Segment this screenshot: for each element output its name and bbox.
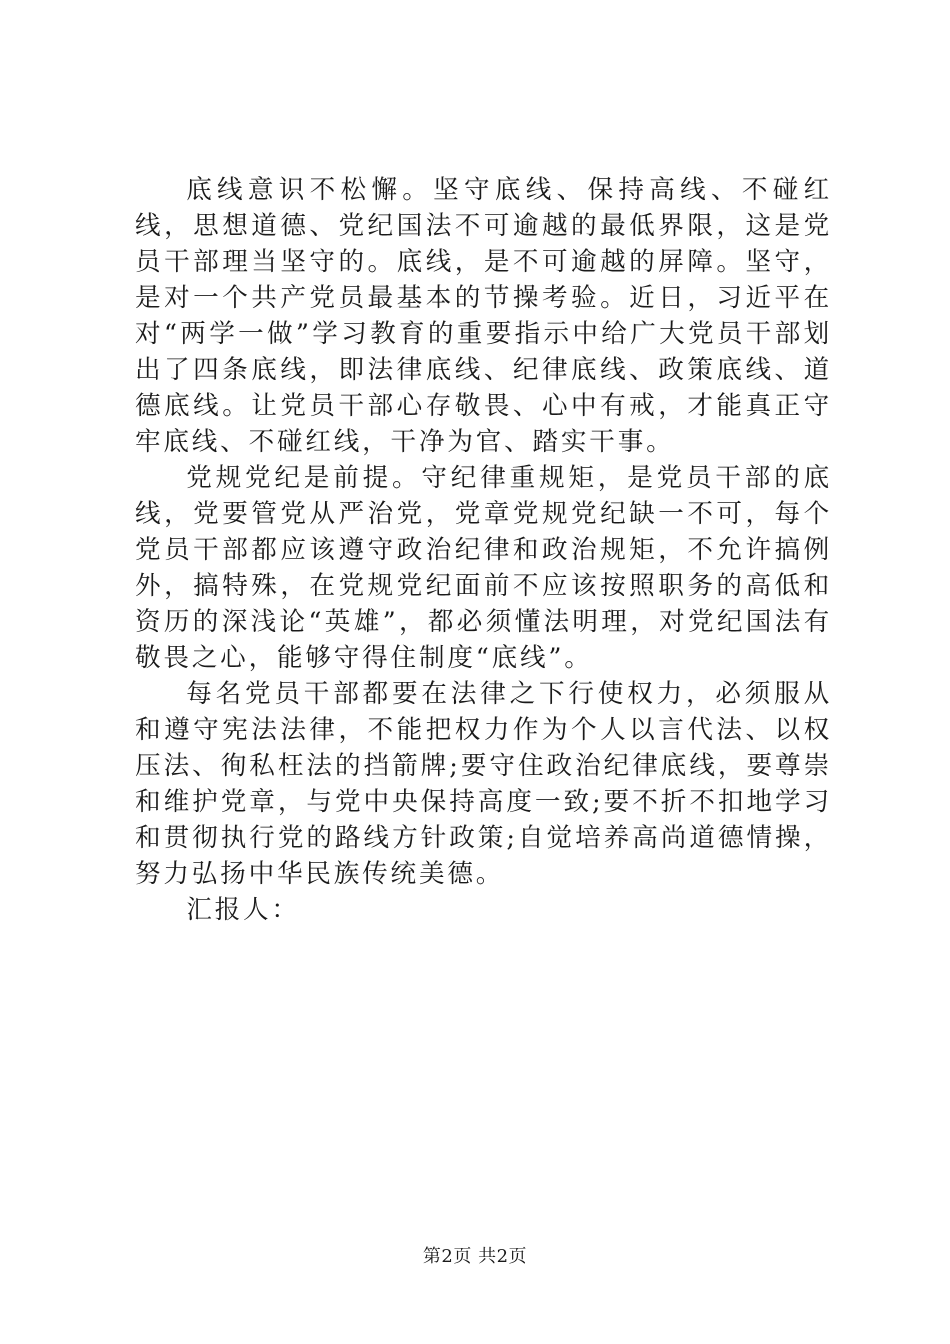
reporter-line: 汇报人： [186,895,300,925]
page-number-footer: 第2页 共2页 [422,1246,528,1267]
paragraph-rule-of-law: 每名党员干部都要在法律之下行使权力，必须服从和遵守宪法法律，不能把权力作为个人以言代法、以权压法、徇私枉法的挡箭牌;要守住政治纪律底线，要尊崇和维护党章，与党中央保持高度一致;要不折不扣地学习和贯彻执行党的路线方针政策;自觉培养高尚道德情操，努力弘扬中华民族传统美德。 [135,679,832,889]
document-body [135,172,832,928]
paragraph-party-rules: 党规党纪是前提。守纪律重规矩，是党员干部的底线，党要管党从严治党，党章党规党纪缺一不可，每个党员干部都应该遵守政治纪律和政治规矩，不允许搞例外，搞特殊，在党规党纪面前不应该按照职务的高低和资历的深浅论“英雄”，都必须懂法明理，对党纪国法有敬畏之心，能够守得住制度“底线”。 [135,463,832,673]
paragraph-bottom-line: 底线意识不松懈。坚守底线、保持高线、不碰红线，思想道德、党纪国法不可逾越的最低界限，这是党员干部理当坚守的。底线，是不可逾越的屏障。坚守，是对一个共产党员最基本的节操考验。近日，习近平在对“两学一做”学习教育的重要指示中给广大党员干部划出了四条底线，即法律底线、纪律底线、政策底线、道德底线。让党员干部心存敬畏、心中有戒，才能真正守牢底线、不碰红线，干净为官、踏实干事。 [135,175,832,457]
